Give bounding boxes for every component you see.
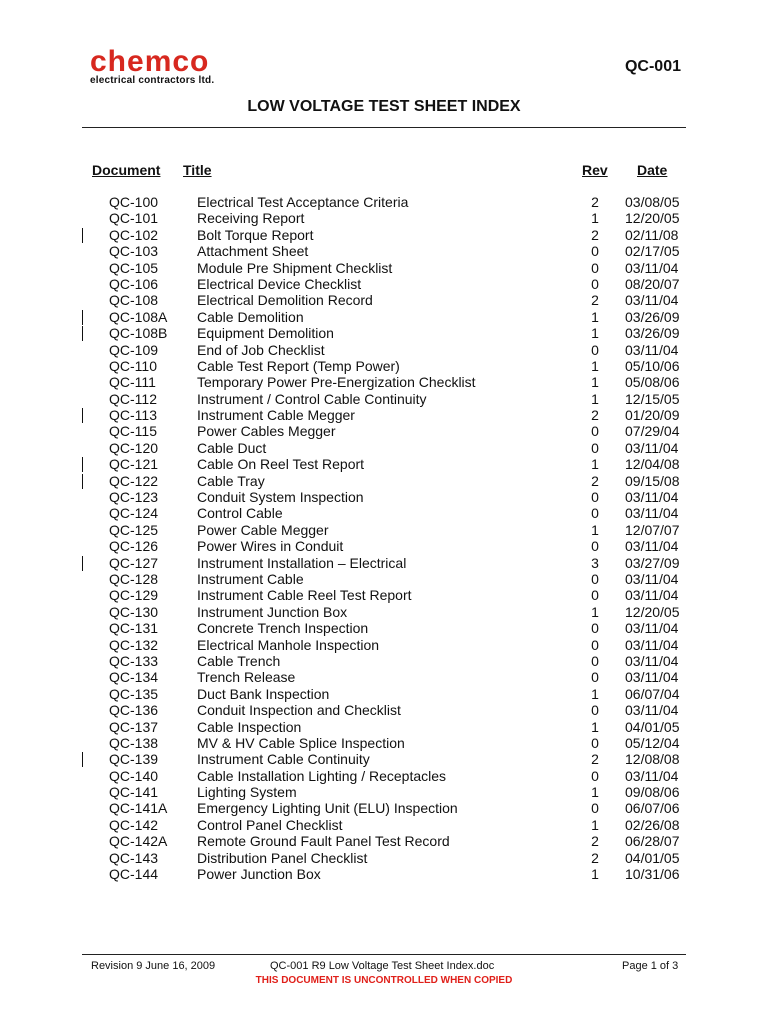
revision-number: 0	[591, 652, 599, 669]
document-number: QC-131	[109, 620, 159, 637]
document-title: Power Junction Box	[197, 866, 321, 883]
table-row	[0, 866, 768, 882]
revision-date: 03/11/04	[625, 538, 679, 555]
table-row	[0, 358, 768, 374]
document-title: Cable On Reel Test Report	[197, 456, 365, 473]
revision-bar	[82, 408, 83, 423]
revision-number: 1	[591, 308, 599, 325]
document-number: QC-108B	[109, 325, 168, 342]
revision-date: 09/08/06	[625, 784, 680, 801]
document-title: Electrical Test Acceptance Criteria	[197, 194, 409, 210]
document-number: QC-132	[109, 636, 159, 653]
document-title: Power Cable Megger	[197, 521, 329, 538]
document-title: Instrument Cable Continuity	[197, 751, 370, 768]
table-row	[0, 538, 768, 554]
revision-date: 03/11/04	[625, 767, 679, 784]
document-title: Power Cables Megger	[197, 423, 336, 440]
document-number: QC-100	[109, 194, 159, 210]
revision-number: 0	[591, 702, 599, 719]
revision-number: 0	[591, 767, 599, 784]
document-number: QC-101	[109, 210, 159, 227]
revision-date: 03/26/09	[625, 308, 680, 325]
revision-number: 0	[591, 423, 599, 440]
revision-date: 12/04/08	[625, 456, 680, 473]
document-title: Instrument / Control Cable Continuity	[197, 390, 427, 407]
document-title: Cable Trench	[197, 652, 281, 669]
revision-number: 1	[591, 390, 599, 407]
document-title: Distribution Panel Checklist	[197, 849, 368, 866]
document-title: Instrument Junction Box	[197, 603, 348, 620]
revision-date: 03/11/04	[625, 636, 679, 653]
document-number: QC-103	[109, 243, 159, 260]
header-divider	[82, 127, 686, 128]
document-number: QC-135	[109, 685, 159, 702]
document-number: QC-108A	[109, 308, 168, 325]
revision-number: 0	[591, 538, 599, 555]
document-number: QC-113	[109, 407, 157, 424]
table-row	[0, 194, 768, 210]
document-title: Duct Bank Inspection	[197, 685, 330, 702]
revision-number: 0	[591, 636, 599, 653]
revision-date: 02/11/08	[625, 226, 679, 243]
revision-number: 0	[591, 489, 599, 506]
revision-number: 0	[591, 259, 599, 276]
table-row	[0, 669, 768, 685]
revision-number: 0	[591, 669, 599, 686]
revision-date: 07/29/04	[625, 423, 680, 440]
document-title: Control Panel Checklist	[197, 816, 343, 833]
document-number: QC-134	[109, 669, 159, 686]
revision-date: 10/31/06	[625, 866, 680, 883]
document-title: Bolt Torque Report	[197, 226, 314, 243]
table-row	[0, 325, 768, 341]
revision-bar	[82, 474, 83, 489]
document-title: Receiving Report	[197, 210, 305, 227]
revision-number: 0	[591, 505, 599, 522]
revision-date: 03/11/04	[625, 652, 679, 669]
revision-date: 02/17/05	[625, 243, 680, 260]
revision-date: 05/10/06	[625, 357, 680, 374]
table-row	[0, 751, 768, 767]
revision-date: 08/20/07	[625, 275, 680, 292]
table-row	[0, 850, 768, 866]
revision-number: 0	[591, 243, 599, 260]
revision-bar	[82, 228, 83, 243]
revision-number: 1	[591, 521, 599, 538]
revision-number: 1	[591, 210, 599, 227]
table-row	[0, 784, 768, 800]
revision-number: 1	[591, 866, 599, 883]
document-title: Cable Inspection	[197, 718, 302, 735]
revision-date: 02/26/08	[625, 816, 680, 833]
document-number: QC-141A	[109, 800, 168, 817]
revision-date: 04/01/05	[625, 849, 680, 866]
document-number: QC-140	[109, 767, 159, 784]
revision-date: 05/12/04	[625, 734, 680, 751]
document-title: Attachment Sheet	[197, 243, 309, 260]
document-number: QC-139	[109, 751, 159, 768]
revision-number: 0	[591, 439, 599, 456]
revision-bar	[82, 326, 83, 341]
footer-revision: Revision 9 June 16, 2009	[91, 960, 216, 972]
table-row	[0, 243, 768, 259]
revision-date: 03/11/04	[625, 259, 679, 276]
revision-number: 0	[591, 275, 599, 292]
document-title: Remote Ground Fault Panel Test Record	[197, 833, 450, 850]
revision-bar	[82, 310, 83, 325]
revision-date: 03/11/04	[625, 439, 679, 456]
revision-number: 2	[591, 226, 599, 243]
revision-number: 0	[591, 620, 599, 637]
revision-number: 2	[591, 751, 599, 768]
table-row	[0, 391, 768, 407]
company-logo	[90, 45, 215, 86]
table-row	[0, 719, 768, 735]
table-row	[0, 653, 768, 669]
revision-date: 03/27/09	[625, 554, 680, 571]
table-row	[0, 735, 768, 751]
table-row	[0, 522, 768, 538]
document-title: Instrument Cable	[197, 570, 304, 587]
document-number: QC-123	[109, 489, 159, 506]
document-number: QC-115	[109, 423, 157, 440]
revision-date: 06/28/07	[625, 833, 680, 850]
document-number: QC-106	[109, 275, 159, 292]
index-table	[0, 194, 768, 882]
table-row	[0, 440, 768, 456]
document-title: Cable Demolition	[197, 308, 304, 325]
table-row	[0, 620, 768, 636]
revision-date: 03/11/04	[625, 620, 679, 637]
logo-subtitle: electrical contractors ltd.	[90, 75, 215, 86]
revision-bar	[82, 556, 83, 571]
revision-date: 01/20/09	[625, 407, 680, 424]
revision-date: 04/01/05	[625, 718, 680, 735]
table-row	[0, 456, 768, 472]
revision-bar	[82, 457, 83, 472]
document-title: Conduit System Inspection	[197, 489, 364, 506]
document-title: Electrical Device Checklist	[197, 275, 362, 292]
document-title: Cable Duct	[197, 439, 267, 456]
document-number: QC-137	[109, 718, 159, 735]
table-row	[0, 227, 768, 243]
document-title: Module Pre Shipment Checklist	[197, 259, 393, 276]
column-header-document: Document	[92, 162, 161, 178]
document-number: QC-126	[109, 538, 159, 555]
revision-date: 03/08/05	[625, 194, 680, 210]
revision-date: 09/15/08	[625, 472, 680, 489]
revision-date: 05/08/06	[625, 374, 680, 391]
table-row	[0, 342, 768, 358]
revision-number: 0	[591, 587, 599, 604]
document-number: QC-112	[109, 390, 157, 407]
column-header-date: Date	[637, 162, 668, 178]
document-title: Power Wires in Conduit	[197, 538, 344, 555]
document-number: QC-121	[109, 456, 159, 473]
table-row	[0, 768, 768, 784]
document-number: QC-136	[109, 702, 159, 719]
document-number: QC-105	[109, 259, 159, 276]
revision-date: 03/11/04	[625, 702, 679, 719]
table-row	[0, 702, 768, 718]
document-title: Trench Release	[197, 669, 296, 686]
document-number: QC-144	[109, 866, 159, 883]
revision-number: 1	[591, 603, 599, 620]
document-title: Lighting System	[197, 784, 297, 801]
revision-date: 03/26/09	[625, 325, 680, 342]
revision-date: 03/11/04	[625, 341, 679, 358]
document-number: QC-143	[109, 849, 159, 866]
revision-number: 2	[591, 407, 599, 424]
table-row	[0, 637, 768, 653]
document-title: MV & HV Cable Splice Inspection	[197, 734, 405, 751]
column-header-title: Title	[183, 162, 212, 178]
revision-number: 0	[591, 341, 599, 358]
document-title: Electrical Manhole Inspection	[197, 636, 380, 653]
document-number: QC-124	[109, 505, 159, 522]
document-title: Concrete Trench Inspection	[197, 620, 369, 637]
document-title: Instrument Cable Megger	[197, 407, 355, 424]
revision-number: 1	[591, 816, 599, 833]
footer-page-number: Page 1 of 3	[622, 960, 679, 972]
document-title: Cable Installation Lighting / Receptacles	[197, 767, 447, 784]
table-row	[0, 374, 768, 390]
document-number: QC-129	[109, 587, 159, 604]
document-title: Emergency Lighting Unit (ELU) Inspection	[197, 800, 458, 817]
document-number: QC-142	[109, 816, 159, 833]
document-number: QC-141	[109, 784, 159, 801]
footer-divider	[82, 954, 686, 955]
revision-number: 1	[591, 357, 599, 374]
table-row	[0, 555, 768, 571]
document-title: End of Job Checklist	[197, 341, 325, 358]
document-number: QC-102	[109, 226, 159, 243]
revision-date: 03/11/04	[625, 489, 679, 506]
document-title: Temporary Power Pre-Energization Checklist	[197, 374, 476, 391]
revision-date: 12/15/05	[625, 390, 680, 407]
column-header-rev: Rev	[582, 162, 608, 178]
document-number: QC-122	[109, 472, 159, 489]
revision-number: 1	[591, 718, 599, 735]
table-row	[0, 587, 768, 603]
table-row	[0, 604, 768, 620]
revision-date: 06/07/04	[625, 685, 680, 702]
document-number: QC-120	[109, 439, 159, 456]
document-title: Electrical Demolition Record	[197, 292, 373, 309]
document-number: QC-130	[109, 603, 159, 620]
revision-number: 0	[591, 734, 599, 751]
table-row	[0, 833, 768, 849]
revision-bar	[82, 752, 83, 767]
table-row	[0, 276, 768, 292]
table-row	[0, 210, 768, 226]
table-row	[0, 686, 768, 702]
document-number: QC-128	[109, 570, 159, 587]
document-number: QC-138	[109, 734, 159, 751]
revision-date: 12/20/05	[625, 210, 680, 227]
document-title: Cable Test Report (Temp Power)	[197, 357, 400, 374]
revision-date: 03/11/04	[625, 292, 679, 309]
revision-date: 12/20/05	[625, 603, 680, 620]
logo-wordmark: chemco	[90, 45, 210, 78]
table-row	[0, 489, 768, 505]
revision-number: 3	[591, 554, 599, 571]
revision-number: 2	[591, 833, 599, 850]
revision-number: 1	[591, 456, 599, 473]
uncontrolled-notice: THIS DOCUMENT IS UNCONTROLLED WHEN COPIED	[255, 975, 513, 986]
table-row	[0, 473, 768, 489]
page-title: LOW VOLTAGE TEST SHEET INDEX	[247, 98, 521, 115]
revision-number: 1	[591, 685, 599, 702]
document-title: Cable Tray	[197, 472, 265, 489]
document-code: QC-001	[624, 58, 681, 75]
revision-date: 03/11/04	[625, 587, 679, 604]
table-row	[0, 571, 768, 587]
document-number: QC-108	[109, 292, 159, 309]
revision-number: 0	[591, 570, 599, 587]
revision-date: 03/11/04	[625, 505, 679, 522]
document-number: QC-125	[109, 521, 159, 538]
document-number: QC-133	[109, 652, 159, 669]
document-number: QC-127	[109, 554, 159, 571]
revision-date: 12/07/07	[625, 521, 680, 538]
table-row	[0, 292, 768, 308]
revision-number: 1	[591, 784, 599, 801]
table-row	[0, 260, 768, 276]
table-row	[0, 505, 768, 521]
table-row	[0, 817, 768, 833]
revision-date: 03/11/04	[625, 669, 679, 686]
document-number: QC-142A	[109, 833, 168, 850]
document-title: Conduit Inspection and Checklist	[197, 702, 401, 719]
revision-date: 03/11/04	[625, 570, 679, 587]
table-row	[0, 423, 768, 439]
revision-number: 2	[591, 472, 599, 489]
document-number: QC-110	[109, 357, 157, 374]
document-number: QC-111	[109, 374, 156, 391]
revision-number: 1	[591, 325, 599, 342]
footer-filename: QC-001 R9 Low Voltage Test Sheet Index.doc	[270, 960, 495, 972]
table-row	[0, 800, 768, 816]
document-title: Instrument Cable Reel Test Report	[197, 587, 412, 604]
revision-number: 0	[591, 800, 599, 817]
revision-number: 1	[591, 374, 599, 391]
table-row	[0, 407, 768, 423]
revision-number: 2	[591, 194, 599, 210]
revision-number: 2	[591, 292, 599, 309]
revision-date: 12/08/08	[625, 751, 680, 768]
revision-date: 06/07/06	[625, 800, 680, 817]
revision-number: 2	[591, 849, 599, 866]
document-number: QC-109	[109, 341, 159, 358]
table-row	[0, 309, 768, 325]
document-title: Instrument Installation – Electrical	[197, 554, 407, 571]
document-title: Control Cable	[197, 505, 283, 522]
document-title: Equipment Demolition	[197, 325, 334, 342]
